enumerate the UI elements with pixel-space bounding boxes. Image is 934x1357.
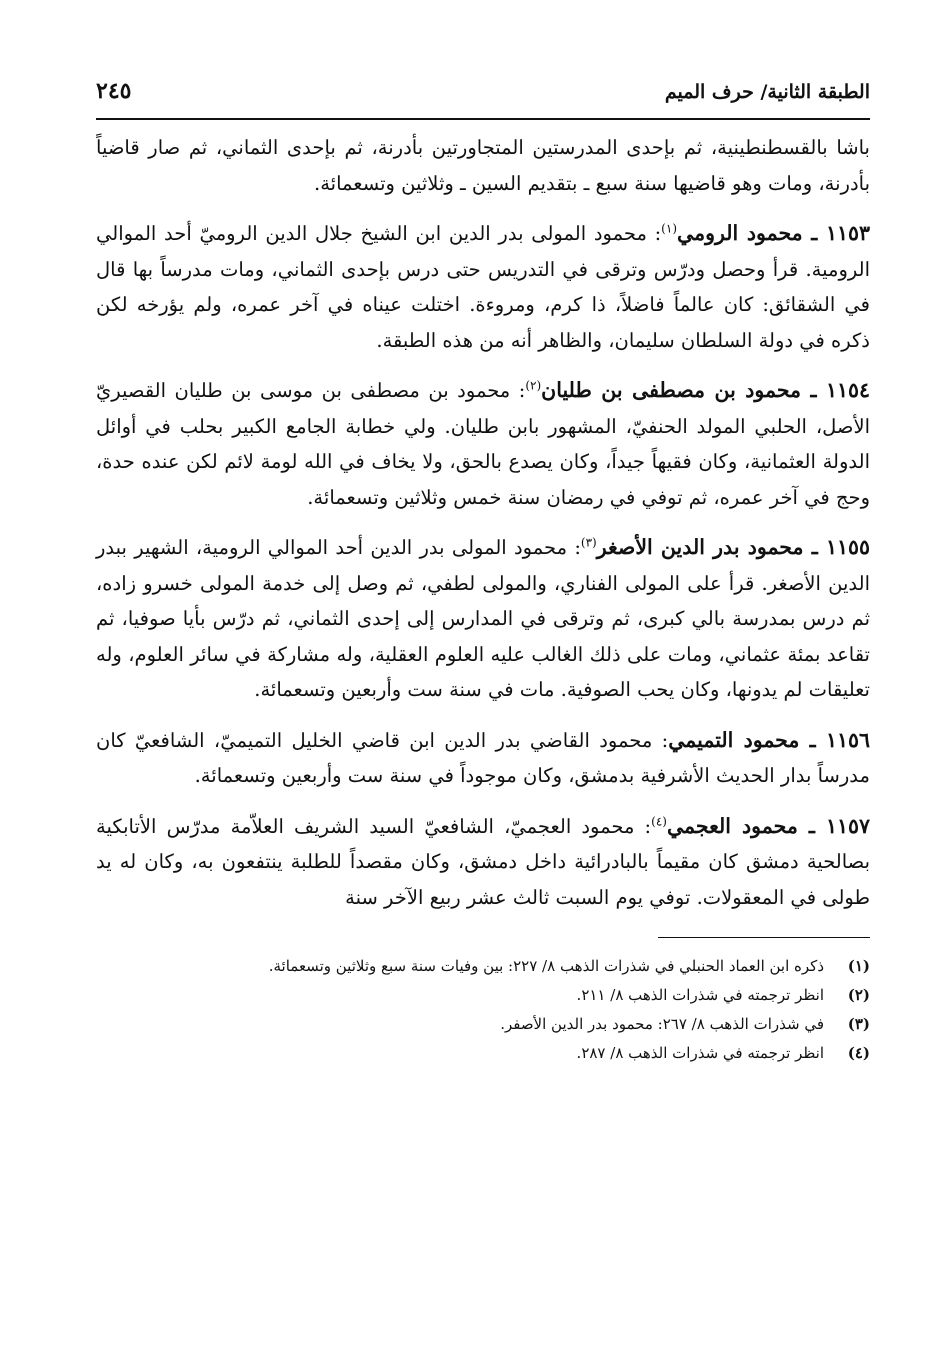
paragraph-continuation [96, 130, 870, 201]
footnote-text: انظر ترجمته في شذرات الذهب ٨/ ٢٨٧. [576, 1044, 824, 1062]
entry-heading: ١١٥٤ ـ محمود بن مصطفى بن طليان [541, 378, 870, 402]
entry-text: : محمود المولى بدر الدين أحد الموالي الرومية، الشهير ببدر الدين الأصغر. قرأ على المولى الفناري، والمولى لطفي، ثم وصل إلى خدمة المولى خسرو زاده، ثم درس بمدرسة بالي كبرى، ثم وترقى في المدارس إلى إحدى الثماني، ثم درّس بأيا صوفيا، ثم تقاعد بمئة عثماني، ومات على ذلك الغالب عليه العلوم العقلية، وله مشاركة في سائر العلوم، وله تعليقات لم يدونها، وكان يحب الصوفية. مات في سنة ست وأربعين وتسعمائة. [96, 536, 870, 701]
entry-heading: ١١٥٧ ـ محمود العجمي [666, 813, 870, 838]
book-page [96, 78, 870, 1327]
entry-1157 [96, 809, 870, 916]
running-header [96, 78, 870, 120]
footnote-text: انظر ترجمته في شذرات الذهب ٨/ ٢١١. [576, 986, 824, 1004]
footnote-item [96, 1010, 870, 1039]
paragraph-text: باشا بالقسطنطينية، ثم بإحدى المدرستين المتجاورتين بأدرنة، ثم بإحدى الثماني، ثم صار قاضياً بأدرنة، ومات وهو قاضيها سنة سبع ـ بتقديم السين ـ وثلاثين وتسعمائة. [96, 136, 870, 195]
body-text [96, 130, 870, 915]
footnote-reference[interactable]: (٤) [651, 814, 667, 828]
footnote-number: (٣) [847, 1015, 870, 1033]
footnote-text: ذكره ابن العماد الحنبلي في شذرات الذهب ٨/ ٢٢٧: بين وفيات سنة سبع وثلاثين وتسعمائة. [268, 957, 824, 975]
page-number: ٢٤٥ [96, 78, 132, 104]
footnote-reference[interactable]: (٣) [580, 535, 597, 550]
footnotes-list [96, 952, 870, 1068]
footnote-item [96, 981, 870, 1010]
footnote-number: (٤) [847, 1044, 870, 1062]
entry-text: : محمود العجميّ، الشافعيّ السيد الشريف العلاّمة مدرّس الأتابكية بصالحية دمشق كان مقيماً بالبادرائية داخل دمشق، وكان مقصداً للطلبة ينتفعون به، وكان له يد طولى في المعقولات. توفي يوم السبت ثالث عشر ربيع الآخر سنة [96, 814, 870, 909]
entry-1154 [96, 373, 870, 515]
entry-1155 [96, 530, 870, 708]
entry-text: : محمود القاضي بدر الدين ابن قاضي الخليل التميميّ، الشافعيّ كان مدرساً بدار الحديث الأشرفية بدمشق، وكان موجوداً في سنة ست وأربعين وتسعمائة. [96, 728, 870, 787]
entry-text: : محمود بن مصطفى بن موسى بن طليان القصيريّ الأصل، الحلبي المولد الحنفيّ، المشهور بابن طليان. ولي خطابة الجامع الكبير بحلب في أوائل الدولة العثمانية، وكان فقيهاً جيداً، وكان يصدع بالحق، ولا يخاف في الله لومة لائم لكن عنده حدة، وحج في آخر عمره، ثم توفي في رمضان سنة خمس وثلاثين وتسعمائة. [96, 379, 870, 509]
entry-1153 [96, 216, 870, 358]
footnote-text: في شذرات الذهب ٨/ ٢٦٧: محمود بدر الدين الأصفر. [500, 1015, 824, 1033]
footnote-number: (٢) [847, 986, 870, 1004]
footnote-reference[interactable]: (٢) [525, 378, 542, 393]
footnote-divider [658, 937, 870, 938]
entry-heading: ١١٥٥ ـ محمود بدر الدين الأصغر [596, 535, 870, 559]
footnote-number: (١) [847, 957, 870, 975]
footnote-reference[interactable]: (١) [661, 221, 677, 236]
entry-heading: ١١٥٣ ـ محمود الرومي [677, 221, 870, 245]
footnote-item [96, 952, 870, 981]
footnote-item [96, 1039, 870, 1068]
header-title: الطبقة الثانية/ حرف الميم [664, 81, 870, 103]
entry-heading: ١١٥٦ ـ محمود التميمي [668, 727, 870, 752]
entry-text: : محمود المولى بدر الدين ابن الشيخ جلال الدين الروميّ أحد الموالي الرومية. قرأ وحصل ودرّس وترقى في التدريس حتى درس بإحدى الثماني، ومات مدرساً بها قال في الشقائق: كان عالماً فاضلاً، ذا كرم، ومروءة. اختلت عيناه في آخر عمره، ولم يؤرخه لكن ذكره في دولة السلطان سليمان، والظاهر أنه من هذه الطبقة. [96, 222, 870, 352]
entry-1156 [96, 723, 870, 794]
